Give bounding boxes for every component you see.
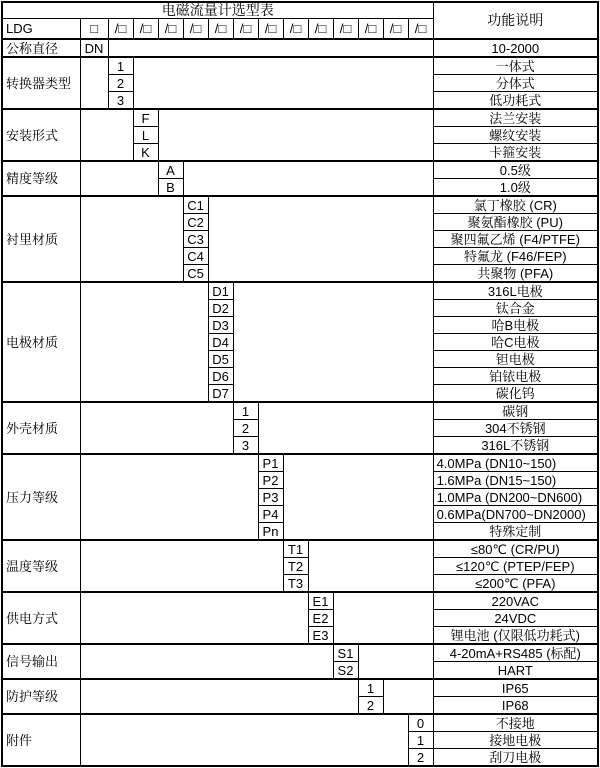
option-desc-cell: 特氟龙 (F46/FEP): [433, 248, 598, 265]
option-desc-cell: 卡箍安装: [433, 144, 598, 162]
option-code-cell: E3: [308, 627, 333, 645]
category-label: 温度等级: [2, 540, 80, 592]
diameter-row: [2, 39, 598, 57]
model-box-cell: /□: [408, 19, 433, 40]
option-code-cell: K: [133, 144, 158, 162]
category-label: 防护等级: [2, 679, 80, 714]
spacer-cell: [80, 57, 108, 109]
option-row: [2, 402, 598, 420]
spacer-cell: [80, 714, 408, 766]
category-label: 精度等级: [2, 161, 80, 196]
option-desc-cell: 法兰安装: [433, 109, 598, 127]
category-label: 供电方式: [2, 592, 80, 644]
model-box-dn: □: [80, 19, 108, 40]
model-box-cell: /□: [133, 19, 158, 40]
option-desc-cell: ≤120℃ (PTEP/FEP): [433, 558, 598, 575]
option-desc-cell: 哈B电极: [433, 317, 598, 334]
spacer-cell: [208, 196, 433, 282]
option-desc-cell: ≤200℃ (PFA): [433, 575, 598, 593]
option-code-cell: P2: [258, 472, 283, 489]
spacer-cell: [158, 109, 433, 161]
option-row: [2, 714, 598, 732]
spacer-cell: [80, 644, 333, 679]
option-code-cell: 2: [408, 749, 433, 767]
option-desc-cell: 1.6MPa (DN15~150): [433, 472, 598, 489]
option-code-cell: 1: [233, 402, 258, 420]
option-code-cell: Pn: [258, 523, 283, 541]
option-desc-cell: 铂铱电极: [433, 368, 598, 385]
option-code-cell: D3: [208, 317, 233, 334]
option-row: [2, 454, 598, 472]
title-row: [2, 2, 598, 19]
option-row: [2, 644, 598, 662]
option-desc-cell: 哈C电极: [433, 334, 598, 351]
spacer-cell: [80, 282, 208, 402]
option-desc-cell: 刮刀电极: [433, 749, 598, 767]
model-box-cell: /□: [283, 19, 308, 40]
model-box-cell: /□: [308, 19, 333, 40]
option-desc-cell: 304不锈钢: [433, 420, 598, 437]
option-code-cell: T3: [283, 575, 308, 593]
category-label: 附件: [2, 714, 80, 766]
spacer-cell: [308, 540, 433, 592]
option-desc-cell: 10-2000: [433, 39, 598, 57]
spacer-cell: [383, 679, 433, 714]
option-row: [2, 282, 598, 300]
option-desc-cell: HART: [433, 662, 598, 680]
category-label: 信号输出: [2, 644, 80, 679]
category-label: 外壳材质: [2, 402, 80, 454]
option-code-cell: D5: [208, 351, 233, 368]
option-code-cell: C3: [183, 231, 208, 248]
option-desc-cell: 316L电极: [433, 282, 598, 300]
option-desc-cell: 锂电池 (仅限低功耗式): [433, 627, 598, 645]
table-body: [2, 39, 598, 766]
option-code-cell: S2: [333, 662, 358, 680]
option-code-cell: E1: [308, 592, 333, 610]
option-code-cell: E2: [308, 610, 333, 627]
spacer-cell: [80, 679, 358, 714]
option-desc-cell: 1.0MPa (DN200~DN600): [433, 489, 598, 506]
spacer-cell: [80, 454, 258, 540]
option-code-cell: T2: [283, 558, 308, 575]
model-box-cell: /□: [233, 19, 258, 40]
option-code-cell: D6: [208, 368, 233, 385]
category-label: 安装形式: [2, 109, 80, 161]
option-code-cell: D7: [208, 385, 233, 403]
spacer-cell: [108, 39, 433, 57]
option-desc-cell: 碳钢: [433, 402, 598, 420]
model-box-cell: /□: [158, 19, 183, 40]
spacer-cell: [133, 57, 433, 109]
option-code-cell: 0: [408, 714, 433, 732]
category-label: 压力等级: [2, 454, 80, 540]
option-desc-cell: 氯丁橡胶 (CR): [433, 196, 598, 214]
option-row: [2, 161, 598, 179]
option-code-cell: C4: [183, 248, 208, 265]
option-desc-cell: 接地电极: [433, 732, 598, 749]
option-code-cell: S1: [333, 644, 358, 662]
option-code-cell: P4: [258, 506, 283, 523]
spacer-cell: [358, 644, 433, 679]
option-desc-cell: 不接地: [433, 714, 598, 732]
option-code-cell: D4: [208, 334, 233, 351]
spacer-cell: [80, 540, 283, 592]
option-code-cell: C2: [183, 214, 208, 231]
spacer-cell: [283, 454, 433, 540]
option-desc-cell: ≤80℃ (CR/PU): [433, 540, 598, 558]
option-desc-cell: 低功耗式: [433, 92, 598, 110]
model-box-cell: /□: [208, 19, 233, 40]
option-desc-cell: 聚四氟乙烯 (F4/PTFE): [433, 231, 598, 248]
model-box-cell: /□: [258, 19, 283, 40]
option-code-cell: 2: [358, 697, 383, 715]
model-box-cell: /□: [383, 19, 408, 40]
option-code-cell: DN: [80, 39, 108, 57]
option-desc-cell: 钛合金: [433, 300, 598, 317]
option-desc-cell: IP68: [433, 697, 598, 715]
spacer-cell: [233, 282, 433, 402]
spacer-cell: [258, 402, 433, 454]
model-box-cell: /□: [183, 19, 208, 40]
option-desc-cell: 24VDC: [433, 610, 598, 627]
option-code-cell: D1: [208, 282, 233, 300]
category-label: 衬里材质: [2, 196, 80, 282]
option-desc-cell: IP65: [433, 679, 598, 697]
option-desc-cell: 碳化钨: [433, 385, 598, 403]
option-row: [2, 592, 598, 610]
category-label: 电极材质: [2, 282, 80, 402]
model-box-cell: /□: [358, 19, 383, 40]
option-code-cell: B: [158, 179, 183, 197]
option-row: [2, 540, 598, 558]
spacer-cell: [183, 161, 433, 196]
option-desc-cell: 共聚物 (PFA): [433, 265, 598, 283]
option-desc-cell: 特殊定制: [433, 523, 598, 541]
spacer-cell: [80, 109, 133, 161]
model-box-cell: /□: [333, 19, 358, 40]
option-row: [2, 196, 598, 214]
option-code-cell: 1: [108, 57, 133, 75]
category-label: 转换器类型: [2, 57, 80, 109]
option-desc-cell: 1.0级: [433, 179, 598, 197]
option-code-cell: P3: [258, 489, 283, 506]
option-code-cell: F: [133, 109, 158, 127]
model-box-cell: /□: [108, 19, 133, 40]
option-code-cell: 3: [108, 92, 133, 110]
option-row: [2, 57, 598, 75]
category-label: 公称直径: [2, 39, 80, 57]
spacer-cell: [80, 196, 183, 282]
option-code-cell: 1: [408, 732, 433, 749]
option-code-cell: P1: [258, 454, 283, 472]
option-desc-cell: 螺纹安装: [433, 127, 598, 144]
option-code-cell: 2: [233, 420, 258, 437]
option-desc-cell: 分体式: [433, 75, 598, 92]
spacer-cell: [80, 592, 308, 644]
option-desc-cell: 0.5级: [433, 161, 598, 179]
option-code-cell: 2: [108, 75, 133, 92]
option-code-cell: C1: [183, 196, 208, 214]
spacer-cell: [80, 161, 158, 196]
option-desc-cell: 4.0MPa (DN10~150): [433, 454, 598, 472]
model-prefix: LDG: [2, 19, 80, 40]
option-code-cell: 3: [233, 437, 258, 455]
function-column-header: 功能说明: [433, 2, 598, 39]
option-code-cell: L: [133, 127, 158, 144]
option-desc-cell: 钽电极: [433, 351, 598, 368]
option-desc-cell: 4-20mA+RS485 (标配): [433, 644, 598, 662]
selection-table: [1, 1, 599, 767]
option-desc-cell: 220VAC: [433, 592, 598, 610]
option-code-cell: T1: [283, 540, 308, 558]
option-desc-cell: 0.6MPa(DN700~DN2000): [433, 506, 598, 523]
spacer-cell: [333, 592, 433, 644]
table-title: 电磁流量计选型表: [2, 2, 433, 19]
option-row: [2, 679, 598, 697]
spacer-cell: [80, 402, 233, 454]
option-desc-cell: 聚氨酯橡胶 (PU): [433, 214, 598, 231]
option-desc-cell: 一体式: [433, 57, 598, 75]
option-code-cell: C5: [183, 265, 208, 283]
option-row: [2, 109, 598, 127]
option-code-cell: D2: [208, 300, 233, 317]
option-desc-cell: 316L不锈钢: [433, 437, 598, 455]
option-code-cell: A: [158, 161, 183, 179]
option-code-cell: 1: [358, 679, 383, 697]
